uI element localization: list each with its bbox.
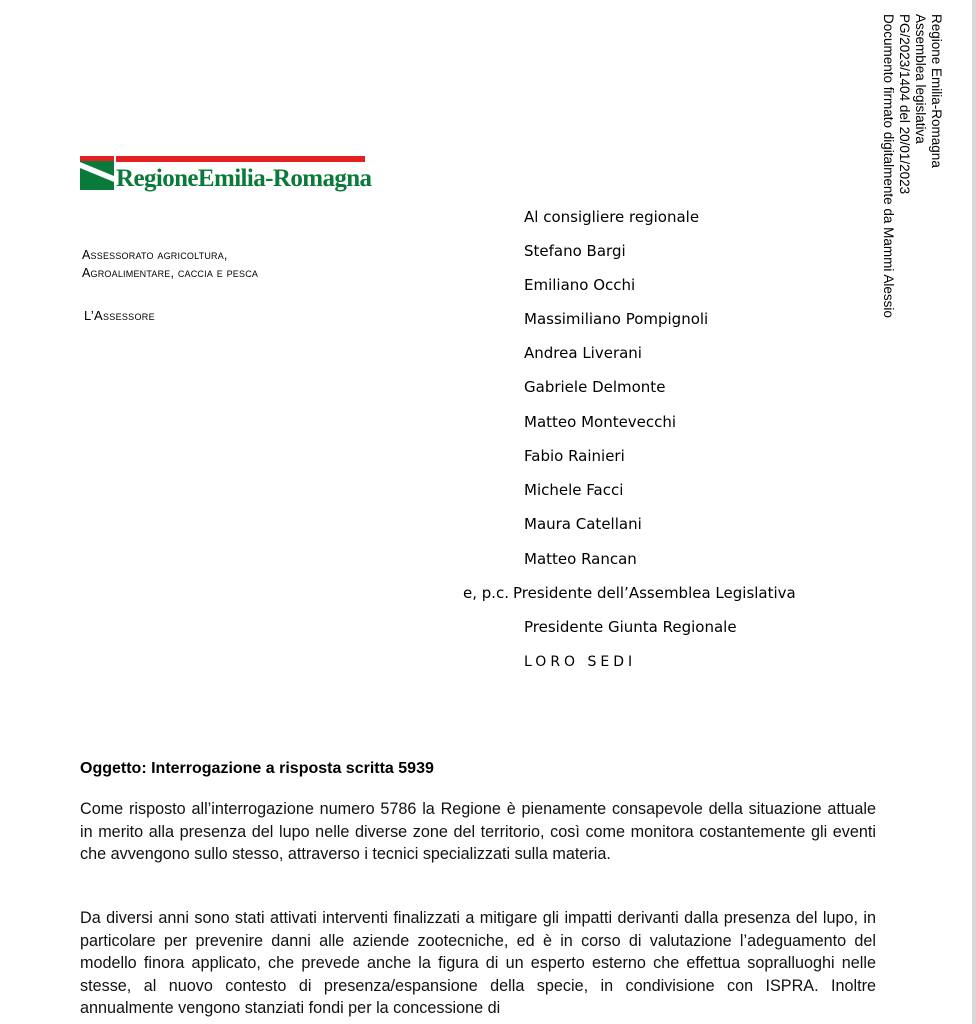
protocol-stamp bbox=[866, 14, 946, 394]
recipients-heading: Al consigliere regionale bbox=[524, 208, 700, 226]
body-paragraph-2: Da diversi anni sono stati attivati interventi finalizzati a mitigare gli impatti derivanti dalla presenza del lupo, in particolare per prevenire danni alle aziende zootecniche, ed è in corso di valutazione l’adeguamento del modello finora applicato, che prevede anche la figura di un esperto esterno che effettua sopralluoghi nelle stesse, al nuovo contesto di presenza/espansione della specie, in condivisione con ISPRA. Inoltre annualmente vengono stanziati fondi per la concessione di bbox=[80, 909, 876, 1017]
stamp-line-signature: Documento firmato digitalmente da Mammi Alessio bbox=[881, 14, 896, 318]
cc-recipient-giunta: Presidente Giunta Regionale bbox=[524, 618, 737, 636]
recipient-name: Stefano Bargi bbox=[524, 242, 626, 260]
page-edge bbox=[972, 0, 976, 1024]
recipient-name: Michele Facci bbox=[524, 481, 624, 499]
sender-department bbox=[82, 246, 258, 282]
recipient-name: Gabriele Delmonte bbox=[524, 378, 666, 396]
stamp-line-assembly: Assemblea legislativa bbox=[913, 14, 928, 144]
recipient-name: Emiliano Occhi bbox=[524, 276, 636, 294]
subject-line: Oggetto: Interrogazione a risposta scritta 5939 bbox=[80, 760, 434, 777]
sender-line-2: Agroalimentare, caccia e pesca bbox=[82, 266, 259, 280]
stamp-line-protocol: PG/2023/1404 del 20/01/2023 bbox=[897, 14, 912, 195]
regione-logo bbox=[80, 156, 372, 196]
recipient-name: Fabio Rainieri bbox=[524, 447, 625, 465]
logo-text: RegioneEmilia-Romagna bbox=[116, 165, 372, 192]
flag-icon bbox=[80, 156, 114, 190]
body-paragraph-1: Come risposto all’interrogazione numero 5786 la Regione è pienamente consapevole della situazione attuale in merito alla presenza del lupo nelle diverse zone del territorio, così come monitora costantemente gli eventi che avvengono sullo stesso, attraverso i tecnici specializzati sulla materia. bbox=[80, 800, 876, 863]
recipient-name: Massimiliano Pompignoli bbox=[524, 310, 709, 328]
recipient-name: Matteo Rancan bbox=[524, 550, 637, 568]
sender-line-1: Assessorato agricoltura, bbox=[82, 248, 228, 262]
stamp-line-region: Regione Emilia-Romagna bbox=[929, 14, 944, 168]
recipient-name: Matteo Montevecchi bbox=[524, 413, 677, 431]
sender-assessore: L’Assessore bbox=[84, 308, 155, 323]
cc-prefix: e, p.c. bbox=[463, 584, 510, 602]
cc-recipient-assembly: Presidente dell’Assemblea Legislativa bbox=[513, 584, 796, 602]
logo-red-bar bbox=[116, 156, 365, 162]
closing-loro-sedi: LORO SEDI bbox=[524, 654, 637, 670]
recipient-name: Maura Catellani bbox=[524, 515, 642, 533]
recipient-name: Andrea Liverani bbox=[524, 344, 642, 362]
